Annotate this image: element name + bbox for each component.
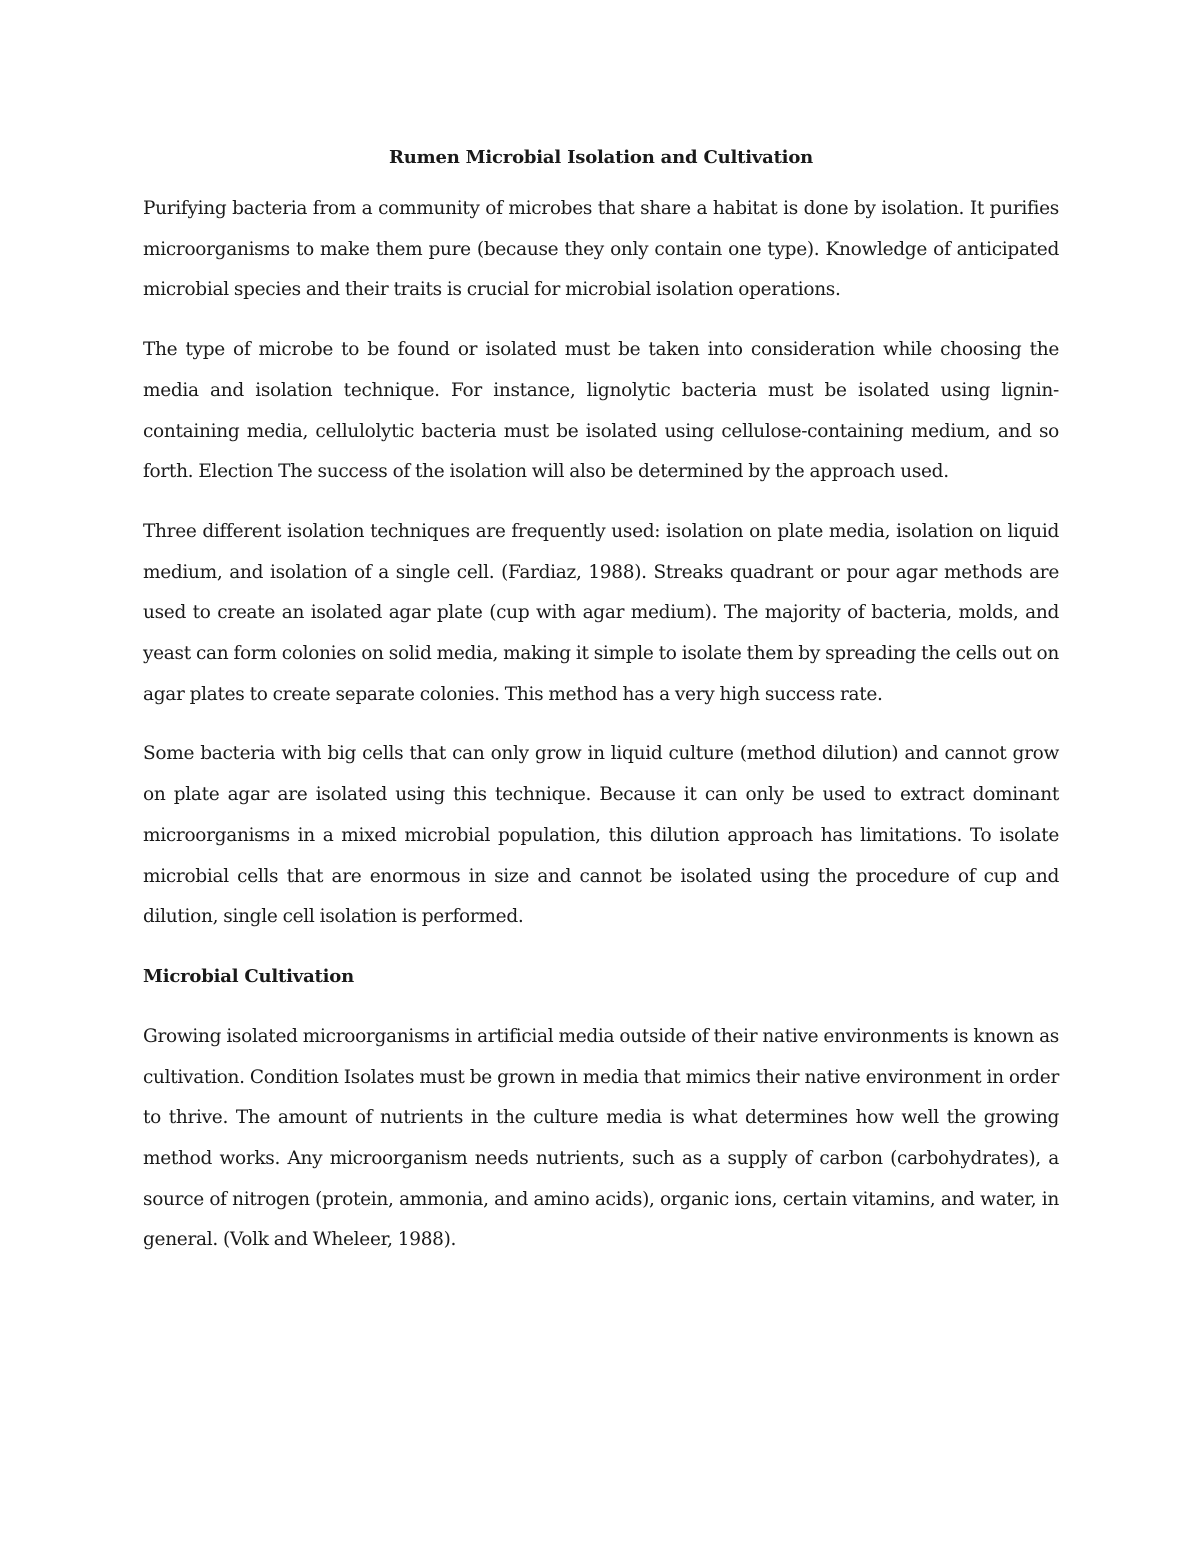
- paragraph-dilution-method: Some bacteria with big cells that can only grow in liquid culture (method dilution) and cannot grow on plate agar are isolated using this technique. Because it can only be used to extract dominant microorganisms in a mixed microbial population, this dilution approach has limitations. To isolate microbial cells that are enormous in size and cannot be isolated using the procedure of cup and dilution, single cell isolation is performed.: [143, 743, 1059, 928]
- paragraph-cultivation: Growing isolated microorganisms in artificial media outside of their native environments is known as cultivation. Condition Isolates must be grown in media that mimics their native environment in order to thrive. The amount of nutrients in the culture media is what determines how well the growing method works. Any microorganism needs nutrients, such as a supply of carbon (carbohydrates), a source of nitrogen (protein, ammonia, and amino acids), organic ions, certain vitamins, and water, in general. (Volk and Wheleer, 1988).: [143, 1025, 1059, 1251]
- paragraph-isolation-techniques: Three different isolation techniques are frequently used: isolation on plate media, isolation on liquid medium, and isolation of a single cell. (Fardiaz, 1988). Streaks quadrant or pour agar methods are used to create an isolated agar plate (cup with agar medium). The majority of bacteria, molds, and yeast can form colonies on solid media, making it simple to isolate them by spreading the cells out on agar plates to create separate colonies. This method has a very high success rate.: [143, 520, 1059, 705]
- document-title: Rumen Microbial Isolation and Cultivation: [388, 147, 814, 168]
- paragraph-isolation-definition: Purifying bacteria from a community of microbes that share a habitat is done by isolation. It purifies microorganisms to make them pure (because they only contain one type). Knowledge of anticipated microbial species and their traits is crucial for microbial isolation operations.: [143, 198, 1059, 301]
- document-page: [143, 138, 1059, 1280]
- paragraph-media-selection: The type of microbe to be found or isolated must be taken into consideration while choosing the media and isolation technique. For instance, lignolytic bacteria must be isolated using lignin-containing media, cellulolytic bacteria must be isolated using cellulose-containing medium, and so forth. Election The success of the isolation will also be determined by the approach used.: [143, 339, 1059, 483]
- section-heading: Microbial Cultivation: [143, 965, 354, 987]
